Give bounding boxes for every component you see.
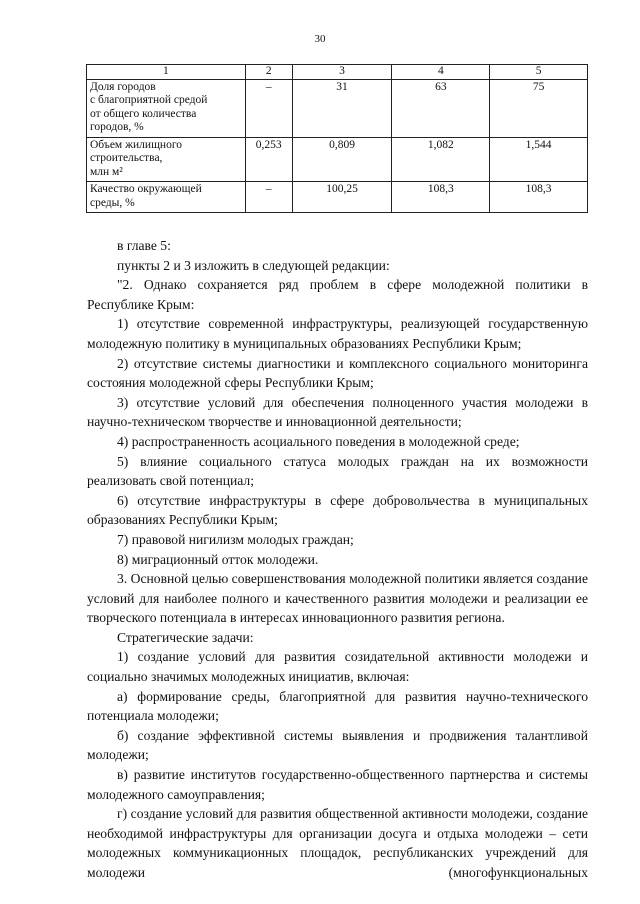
table-cell: 75: [490, 79, 588, 137]
label-line: Доля городов: [90, 80, 156, 93]
table-cell: 1,082: [392, 137, 490, 182]
table-header-cell: 3: [292, 65, 392, 80]
table-cell: 63: [392, 79, 490, 137]
label-line: Объем жилищного: [90, 138, 183, 151]
list-item: 2) отсутствие системы диагностики и комплексного социального мониторинга состояния молодежной сферы Республики Крым;: [87, 355, 588, 391]
table-cell: 0,809: [292, 137, 392, 182]
table-cell: 100,25: [292, 182, 392, 213]
document-body: [87, 236, 588, 883]
list-item: а) формирование среды, благоприятной для развития научно-технического потенциала молодежи;: [87, 688, 588, 724]
paragraph: 3. Основной целью совершенствования молодежной политики является создание условий для наиболее полного и качественного развития молодежи и реализации ее творческого потенциала в интересах инновационного развития региона.: [87, 571, 588, 626]
table-cell: 1,544: [490, 137, 588, 182]
table-row: [87, 182, 588, 213]
list-item: 5) влияние социального статуса молодых граждан на их возможности реализовать свой потенциал;: [87, 453, 588, 489]
list-item: 1) создание условий для развития созидательной активности молодежи и социально значимых молодежных инициатив, включая:: [87, 649, 588, 685]
table-cell: –: [245, 182, 292, 213]
paragraph: Стратегические задачи:: [117, 629, 254, 645]
table-cell: 108,3: [392, 182, 490, 213]
paragraph: "2. Однако сохраняется ряд проблем в сфере молодежной политики в Республике Крым:: [87, 277, 588, 312]
table-row-label: [87, 182, 246, 213]
paragraph: в главе 5:: [117, 238, 171, 253]
list-item: 4) распространенность асоциального поведения в молодежной среде;: [117, 433, 520, 449]
list-item: 8) миграционный отток молодежи.: [117, 551, 319, 567]
label-line: млн м²: [90, 165, 123, 178]
list-item: 1) отсутствие современной инфраструктуры, реализующей государственную молодежную политику в муниципальных образованиях Республики Крым;: [87, 316, 588, 351]
table-cell: 108,3: [490, 182, 588, 213]
list-item: 6) отсутствие инфраструктуры в сфере добровольчества в муниципальных образованиях Республики Крым;: [87, 492, 588, 528]
list-item: в) развитие институтов государственно-общественного партнерства и системы молодежного самоуправления;: [87, 767, 588, 802]
indicators-table: [86, 64, 588, 213]
table-row: [87, 137, 588, 182]
paragraph: пункты 2 и 3 изложить в следующей редакции:: [117, 257, 390, 273]
table-cell: –: [245, 79, 292, 137]
label-line: среды, %: [90, 196, 135, 209]
label-line: Качество окружающей: [90, 183, 202, 195]
list-item: б) создание эффективной системы выявления и продвижения талантливой молодежи;: [87, 727, 588, 763]
table-row: [87, 79, 588, 137]
table-cell: 0,253: [245, 137, 292, 182]
table-header-cell: 1: [87, 65, 246, 80]
table-header-cell: 4: [392, 65, 490, 80]
table-cell: 31: [292, 79, 392, 137]
table-header-cell: 5: [490, 65, 588, 80]
label-line: строительства,: [90, 152, 163, 164]
label-line: с благоприятной средой: [90, 94, 208, 106]
page-number: 30: [314, 33, 326, 45]
table-header-row: [87, 65, 588, 80]
list-item: 7) правовой нигилизм молодых граждан;: [117, 531, 354, 547]
list-item: г) создание условий для развития общественной активности молодежи, создание необходимой инфраструктуры для организации досуга и отдыха молодежи – сети молодежных коммуникационных площадок, республиканских учреждений для молодежи (многофункциональных: [87, 806, 588, 880]
list-item: 3) отсутствие условий для обеспечения полноценного участия молодежи в научно-техническом творчестве и инновационной деятельности;: [87, 394, 588, 430]
label-line: городов, %: [90, 121, 144, 133]
table-row-label: [87, 79, 246, 137]
table-row-label: [87, 137, 246, 182]
table-header-cell: 2: [245, 65, 292, 80]
label-line: от общего количества: [90, 107, 197, 120]
